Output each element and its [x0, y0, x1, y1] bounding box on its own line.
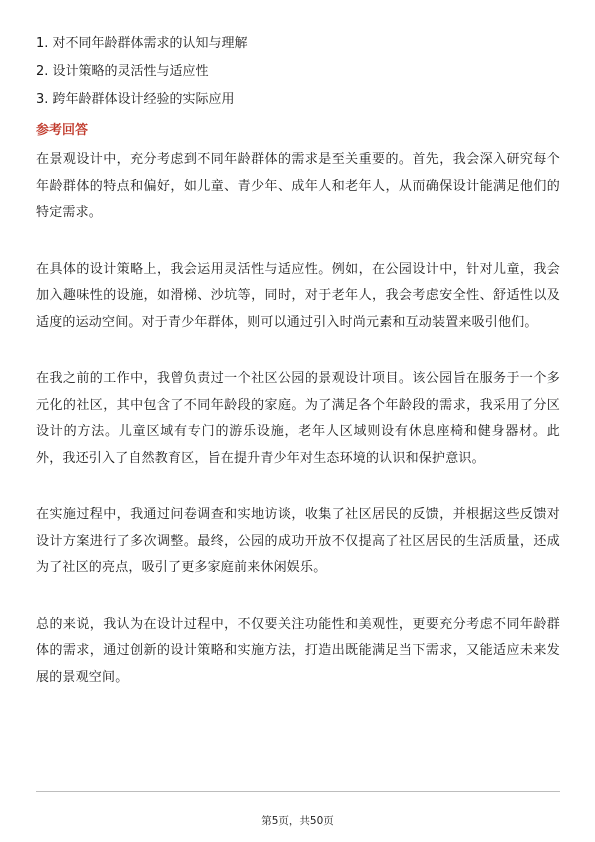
reference-answer-body	[36, 147, 560, 721]
reference-answer-heading: 参考回答	[36, 123, 89, 138]
answer-paragraph: 在实施过程中，我通过问卷调查和实地访谈，收集了社区居民的反馈，并根据这些反馈对设计方案进行了多次调整。最终，公园的成功开放不仅提高了社区居民的生活质量，还成为了社区的亮点，吸引了更多家庭前来休闲娱乐。	[36, 507, 560, 575]
page-number: 第5页，共50页	[261, 815, 334, 827]
key-points-list	[36, 30, 556, 114]
answer-paragraph: 在景观设计中，充分考虑到不同年龄群体的需求是至关重要的。首先，我会深入研究每个年龄群体的特点和偏好，如儿童、青少年、成年人和老年人，从而确保设计能满足他们的特定需求。	[36, 152, 560, 220]
answer-paragraph: 总的来说，我认为在设计过程中，不仅要关注功能性和美观性，更要充分考虑不同年龄群体的需求，通过创新的设计策略和实施方法，打造出既能满足当下需求，又能适应未来发展的景观空间。	[36, 616, 560, 685]
answer-paragraph: 在我之前的工作中，我曾负责过一个社区公园的景观设计项目。该公园旨在服务于一个多元化的社区，其中包含了不同年龄段的家庭。为了满足各个年龄段的需求，我采用了分区设计的方法。儿童区域有专门的游乐设施，老年人区域则设有休息座椅和健身器材。此外，我还引入了自然教育区，旨在提升青少年对生态环境的认识和保护意识。	[36, 371, 560, 466]
footer-divider	[36, 791, 560, 792]
key-point-item: 3. 跨年龄群体设计经验的实际应用	[36, 92, 235, 107]
key-point-item: 2. 设计策略的灵活性与适应性	[36, 64, 209, 79]
key-point-item: 1. 对不同年龄群体需求的认知与理解	[36, 36, 248, 51]
answer-paragraph: 在具体的设计策略上，我会运用灵活性与适应性。例如，在公园设计中，针对儿童，我会加入趣味性的设施，如滑梯、沙坑等，同时，对于老年人，我会考虑安全性、舒适性以及适度的运动空间。对于青少年群体，则可以通过引入时尚元素和互动装置来吸引他们。	[36, 261, 560, 330]
